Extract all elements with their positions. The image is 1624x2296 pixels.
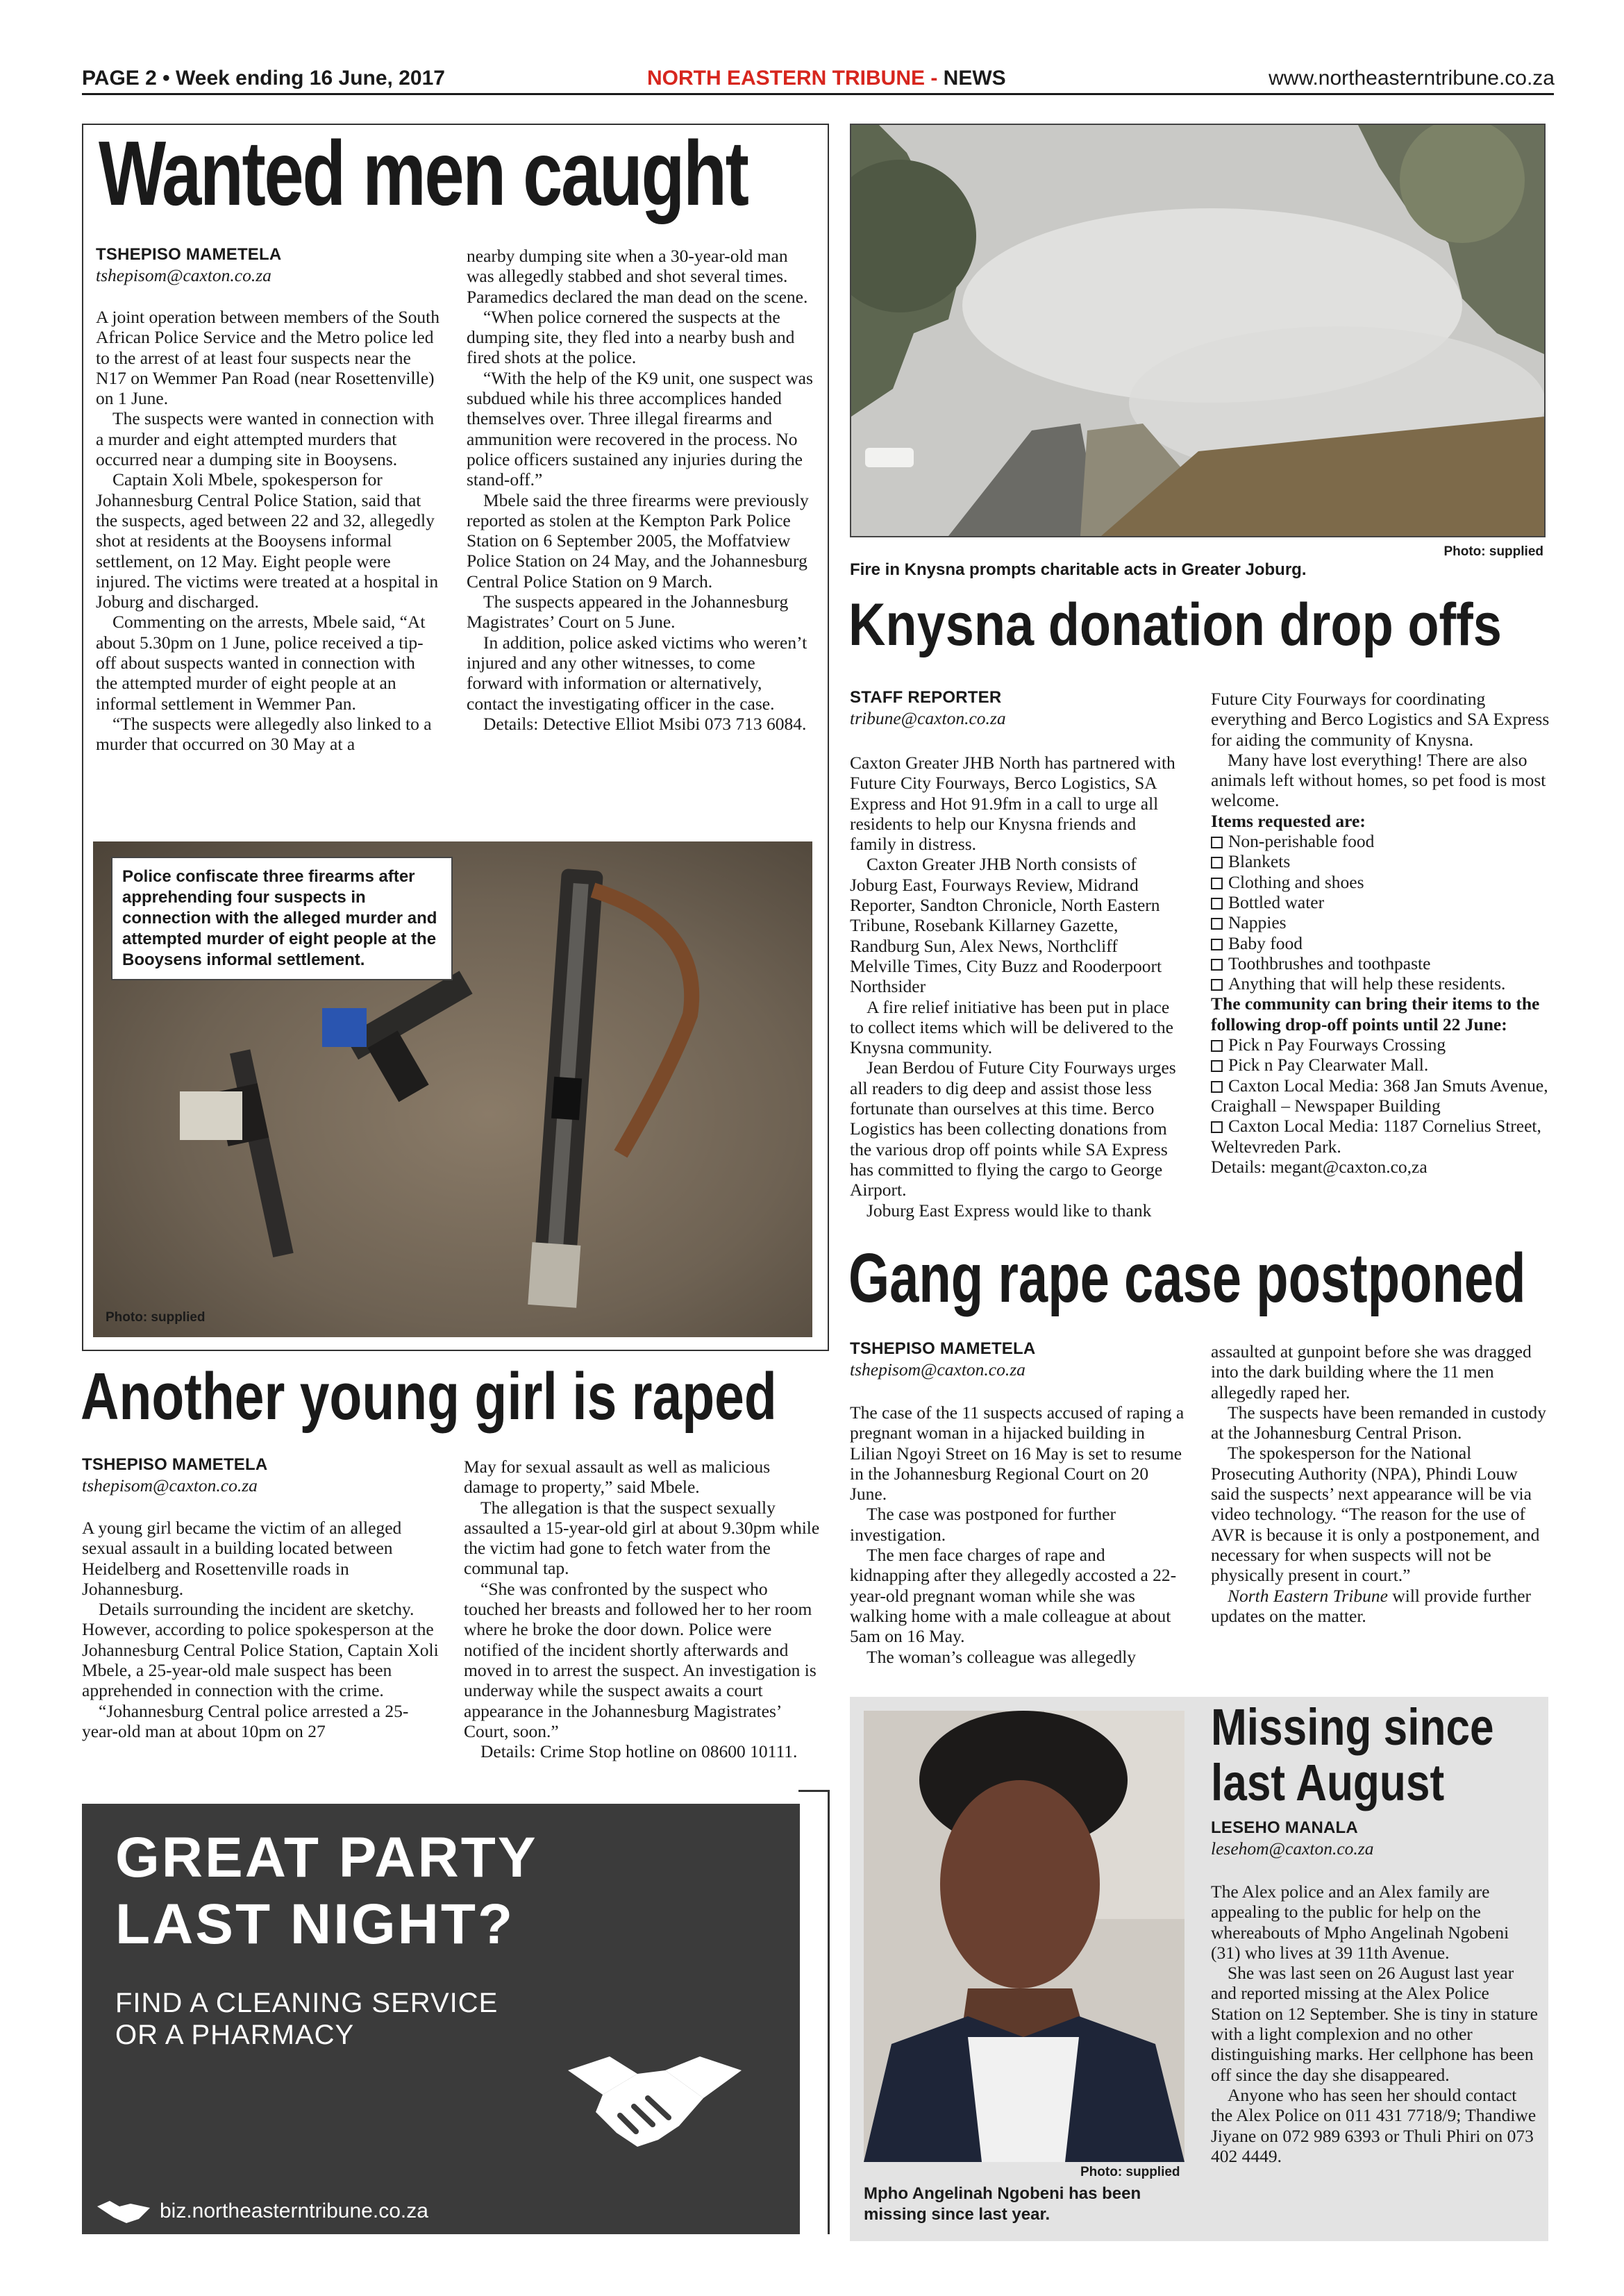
masthead-section — [647, 67, 1006, 90]
wanted-col-1 — [96, 307, 440, 755]
ad-title-line: GREAT PARTY — [115, 1826, 538, 1889]
requested-label: Toothbrushes and toothpaste — [1228, 953, 1431, 973]
paragraph: The case was postponed for further investigation. — [850, 1504, 1116, 1545]
checkbox-icon — [1211, 1060, 1223, 1072]
requested-item — [1211, 953, 1551, 973]
dropoff-heading: The community can bring their items to the following drop-off points until 22 June: — [1211, 994, 1540, 1034]
paragraph: The spokesperson for the National Prosecuting Authority (NPA), Phindi Louw said the suspects’ next appearance will be via video technology. “The reason for the use of AVR is because it is only a postponement, and necessary for when suspects will not be physically present in court.” — [1211, 1443, 1540, 1586]
paragraph: nearby dumping site when a 30-year-old man was allegedly stabbed and shot several times. Paramedics declared the man dead on the scene. — [467, 246, 808, 307]
gang-col-2 — [1211, 1341, 1548, 1626]
paragraph: A joint operation between members of the South African Police Service and the Metro police led to the arrest of at least four suspects near the N17 on Wemmer Pan Road (near Rosettenville) on 1 June. — [96, 307, 440, 409]
portrait-illustration — [864, 1711, 1184, 2162]
checkbox-icon — [1211, 1081, 1223, 1093]
paragraph: Jean Berdou of Future City Fourways urges all readers to dig deep and assist those less fortunate than ourselves at this time. Berco Logistics has been collecting donations from the various drop off points while SA Express has committed to flying the cargo to George Airport. — [850, 1057, 1176, 1200]
paragraph: The case of the 11 suspects accused of raping a pregnant woman in a hijacked building in Lilian Ngoyi Street on 16 May is set to resume in the Johannesburg Regional Court on 20 June. — [850, 1402, 1184, 1505]
paragraph: May for sexual assault as well as malicious damage to property,” said Mbele. — [464, 1457, 771, 1498]
requested-label: Clothing and shoes — [1228, 871, 1364, 892]
handshake-icon — [561, 2043, 748, 2161]
ad-title-line: LAST NIGHT? — [115, 1893, 515, 1956]
firearms-photo-credit: Photo: supplied — [106, 1310, 206, 1325]
requested-label: Baby food — [1228, 932, 1303, 953]
requested-label: Anything that will help these residents. — [1228, 973, 1506, 994]
knysna-col-2 — [1211, 689, 1551, 1177]
missing-person-photo — [864, 1711, 1184, 2162]
paragraph: The suspects have been remanded in custody at the Johannesburg Central Prison. — [1211, 1402, 1546, 1443]
paragraph: A young girl became the victim of an alleged sexual assault in a building located between Heidelberg and Rosettenville roads in Johannesburg. — [82, 1518, 402, 1599]
paragraph: “The suspects were allegedly also linked to a murder that occurred on 30 May at a — [96, 713, 432, 755]
gang-email: tshepisom@caxton.co.za — [850, 1359, 1026, 1380]
wanted-headline: Wanted men caught — [99, 122, 748, 224]
knysna-headline: Knysna donation drop offs — [848, 592, 1502, 658]
requested-item — [1211, 933, 1551, 953]
knysna-fire-photo — [850, 124, 1546, 537]
knysna-author: STAFF REPORTER — [850, 688, 1002, 707]
ad-subtitle — [115, 1987, 498, 2051]
knysna-email: tribune@caxton.co.za — [850, 708, 1006, 728]
dropoff-item — [1211, 1034, 1551, 1055]
small-handshake-icon — [96, 2197, 151, 2224]
requested-item — [1211, 851, 1551, 871]
checkbox-icon — [1211, 878, 1223, 889]
requested-label: Nappies — [1228, 912, 1287, 933]
requested-item — [1211, 872, 1551, 892]
ad-title — [115, 1825, 538, 1958]
missing-headline-line: last August — [1211, 1754, 1445, 1811]
dropoff-item — [1211, 1075, 1551, 1116]
ad-url[interactable]: biz.northeasterntribune.co.za — [160, 2199, 428, 2222]
paragraph: Details: Crime Stop hotline on 08600 10111. — [480, 1741, 798, 1762]
firearms-caption: Police confiscate three firearms after apprehending four suspects in connection with the alleged murder and attempted murder of eight people at the Booysens informal settlement. — [122, 867, 437, 969]
paragraph: The suspects were wanted in connection with a murder and eight attempted murders that occurred near a dumping site in Booysens. — [96, 408, 435, 470]
ad-frame-rule-top — [798, 1790, 829, 1792]
dropoff-label: Caxton Local Media: 368 Jan Smuts Avenue, Craighall – Newspaper Building — [1211, 1075, 1548, 1116]
missing-headline-line: Missing since — [1211, 1698, 1494, 1756]
paragraph: Joburg East Express would like to thank — [867, 1200, 1152, 1221]
missing-headline — [1211, 1700, 1494, 1811]
paragraph: The allegation is that the suspect sexually assaulted a 15-year-old girl at about 9.30pm while the victim had gone to fetch water from the communal tap. — [464, 1497, 820, 1579]
website-url: www.northeasterntribune.co.za — [1269, 67, 1555, 90]
ad-frame-rule-side — [828, 1790, 830, 2234]
requested-label: Blankets — [1228, 851, 1291, 872]
dropoff-list — [1211, 1034, 1551, 1157]
requested-item — [1211, 973, 1551, 994]
requested-item — [1211, 831, 1551, 851]
masthead-section-name: NEWS — [943, 67, 1006, 90]
paragraph: Captain Xoli Mbele, spokesperson for Johannesburg Central Police Station, said that the suspects, aged between 22 and 32, allegedly shot at residents at the Booysens informal settlement, on 12 May. Eight people were injured. The victims were treated at a hospital in Joburg and discharged. — [96, 469, 439, 612]
wanted-col-2 — [467, 246, 814, 734]
paragraph — [1211, 1586, 1548, 1627]
paragraph: A fire relief initiative has been put in place to collect items which will be delivered to the Knysna community. — [850, 996, 1173, 1058]
checkbox-icon — [1211, 939, 1223, 950]
missing-photo-credit: Photo: supplied — [1080, 2165, 1180, 2179]
fire-smoke-illustration — [851, 125, 1544, 536]
firearms-caption-box — [111, 857, 453, 980]
missing-body — [1211, 1882, 1541, 2166]
paragraph: “With the help of the K9 unit, one suspect was subdued while his three accomplices handed themselves over. Three illegal firearms and ammunition were recovered in the process. No police officers sustained any injuries during the stand-off.” — [467, 367, 813, 490]
requested-label: Non-perishable food — [1228, 831, 1375, 852]
knysna-details: Details: megant@caxton.co,za — [1211, 1156, 1428, 1177]
classifieds-ad[interactable] — [82, 1804, 800, 2234]
requested-label: Bottled water — [1228, 891, 1325, 912]
masthead-brand: NORTH EASTERN TRIBUNE - — [647, 67, 944, 90]
dropoff-label: Caxton Local Media: 1187 Cornelius Street, Weltevreden Park. — [1211, 1116, 1541, 1157]
paragraph: Details surrounding the incident are sketchy. However, according to police spokesperson at the Johannesburg Central Police Station, Captain Xoli Mbele, a 25-year-old male suspect has been apprehended in connection with the crime. — [82, 1599, 439, 1701]
paragraph: assaulted at gunpoint before she was dragged into the dark building where the 11 men allegedly raped her. — [1211, 1341, 1532, 1402]
paragraph: Many have lost everything! There are also animals left without homes, so pet food is most welcome. — [1211, 749, 1546, 811]
paragraph: “Johannesburg Central police arrested a 25-year-old man at about 10pm on 27 — [82, 1700, 409, 1741]
paragraph: “She was confronted by the suspect who touched her breasts and followed her to her room where he broke the door down. Police were notified of the incident shortly afterwards and moved in to arrest the suspect. An investigation is underway while the suspect awaits a court appearance in the Johannesburg Magistrates’ Court, soon.” — [464, 1578, 817, 1741]
ad-subtitle-line: FIND A CLEANING SERVICE — [115, 1988, 499, 2018]
newspaper-name: North Eastern Tribune — [1228, 1585, 1388, 1606]
raped-headline: Another young girl is raped — [81, 1359, 777, 1434]
header-rule — [82, 93, 1554, 95]
checkbox-icon — [1211, 1121, 1223, 1133]
dropoff-item — [1211, 1055, 1551, 1075]
checkbox-icon — [1211, 918, 1223, 930]
gang-author: TSHEPISO MAMETELA — [850, 1339, 1036, 1358]
dropoff-label: Pick n Pay Clearwater Mall. — [1228, 1055, 1429, 1075]
knysna-photo-caption: Fire in Knysna prompts charitable acts in Greater Joburg. — [850, 560, 1307, 579]
gang-headline: Gang rape case postponed — [848, 1239, 1526, 1317]
paragraph: Caxton Greater JHB North consists of Joburg East, Fourways Review, Midrand Reporter, Sandton Chronicle, North Eastern Tribune, Rosebank Killarney Gazette, Randburg Sun, Alex News, Northcliff Melville Times, City Buzz and Rooderpoort Northsider — [850, 854, 1162, 997]
page-folio: PAGE 2 • Week ending 16 June, 2017 — [82, 67, 445, 90]
paragraph: Details: Detective Elliot Msibi 073 713 6084. — [483, 713, 807, 734]
paragraph: The suspects appeared in the Johannesburg Magistrates’ Court on 5 June. — [467, 592, 789, 632]
checkbox-icon — [1211, 1040, 1223, 1052]
paragraph: She was last seen on 26 August last year and reported missing at the Alex Police Station on 12 September. She is tiny in stature with a light complexion and no other distinguishing marks. Her cellphone has been off since the day she disappeared. — [1211, 1963, 1539, 2085]
checkbox-icon — [1211, 837, 1223, 848]
knysna-col-1 — [850, 753, 1182, 1221]
raped-email: tshepisom@caxton.co.za — [82, 1475, 258, 1495]
paragraph: The Alex police and an Alex family are appealing to the public for help on the whereabouts of Mpho Angelinah Ngobeni (31) who lives at 39 11th Avenue. — [1211, 1882, 1509, 1963]
ad-subtitle-line: OR A PHARMACY — [115, 2020, 355, 2050]
paragraph: Caxton Greater JHB North has partnered with Future City Fourways, Berco Logistics, SA Express and Hot 91.9fm in a call to urge all residents to help our Knysna friends and family in distress. — [850, 753, 1175, 855]
raped-col-1 — [82, 1518, 439, 1741]
missing-photo-caption: Mpho Angelinah Ngobeni has been missing since last year. — [864, 2184, 1141, 2224]
paragraph: The men face charges of rape and kidnapping after they allegedly accosted a 22-year-old pregnant woman while she was walking home with a male colleague at about 5am on 16 May. — [850, 1545, 1177, 1647]
requested-item — [1211, 892, 1551, 912]
paragraph: Anyone who has seen her should contact the Alex Police on 011 431 7718/9; Thandiwe Jiyane on 072 989 6393 or Thuli Phiri on 073 402 4449. — [1211, 2084, 1537, 2166]
paragraph: Future City Fourways for coordinating everything and Berco Logistics and SA Express for aiding the community of Knysna. — [1211, 689, 1550, 750]
checkbox-icon — [1211, 959, 1223, 971]
missing-email: lesehom@caxton.co.za — [1211, 1838, 1374, 1859]
raped-col-2 — [464, 1457, 823, 1761]
checkbox-icon — [1211, 898, 1223, 910]
wanted-email: tshepisom@caxton.co.za — [96, 265, 271, 285]
dropoff-item — [1211, 1116, 1551, 1157]
closing-text: will provide further updates on the matter. — [1211, 1585, 1532, 1626]
wanted-author: TSHEPISO MAMETELA — [96, 245, 282, 264]
dropoff-label: Pick n Pay Fourways Crossing — [1228, 1034, 1446, 1055]
paragraph: The woman’s colleague was allegedly — [867, 1646, 1137, 1667]
paragraph: Mbele said the three firearms were previously reported as stolen at the Kempton Park Police Station on 6 September 2005, the Moffatview Police Station on 24 May, and the Johannesburg Central Police Station on 9 March. — [467, 489, 809, 592]
knysna-photo-credit: Photo: supplied — [1443, 544, 1543, 559]
gang-col-1 — [850, 1402, 1186, 1667]
checkbox-icon — [1211, 979, 1223, 991]
items-heading: Items requested are: — [1211, 810, 1366, 831]
paragraph: In addition, police asked victims who weren’t injured and any other witnesses, to come forward with information or alternatively, contact the investigating officer in the case. — [467, 632, 807, 714]
requested-item — [1211, 912, 1551, 932]
checkbox-icon — [1211, 857, 1223, 869]
missing-author: LESEHO MANALA — [1211, 1818, 1358, 1837]
items-list — [1211, 831, 1551, 994]
paragraph: “When police cornered the suspects at the dumping site, they fled into a nearby bush and fired shots at the police. — [467, 306, 795, 368]
raped-author: TSHEPISO MAMETELA — [82, 1455, 268, 1474]
paragraph: Commenting on the arrests, Mbele said, “At about 5.30pm on 1 June, police received a tip-off about suspects wanted in connection with the attempted murder of eight people at an informal settlement in Wemmer Pan. — [96, 612, 426, 714]
